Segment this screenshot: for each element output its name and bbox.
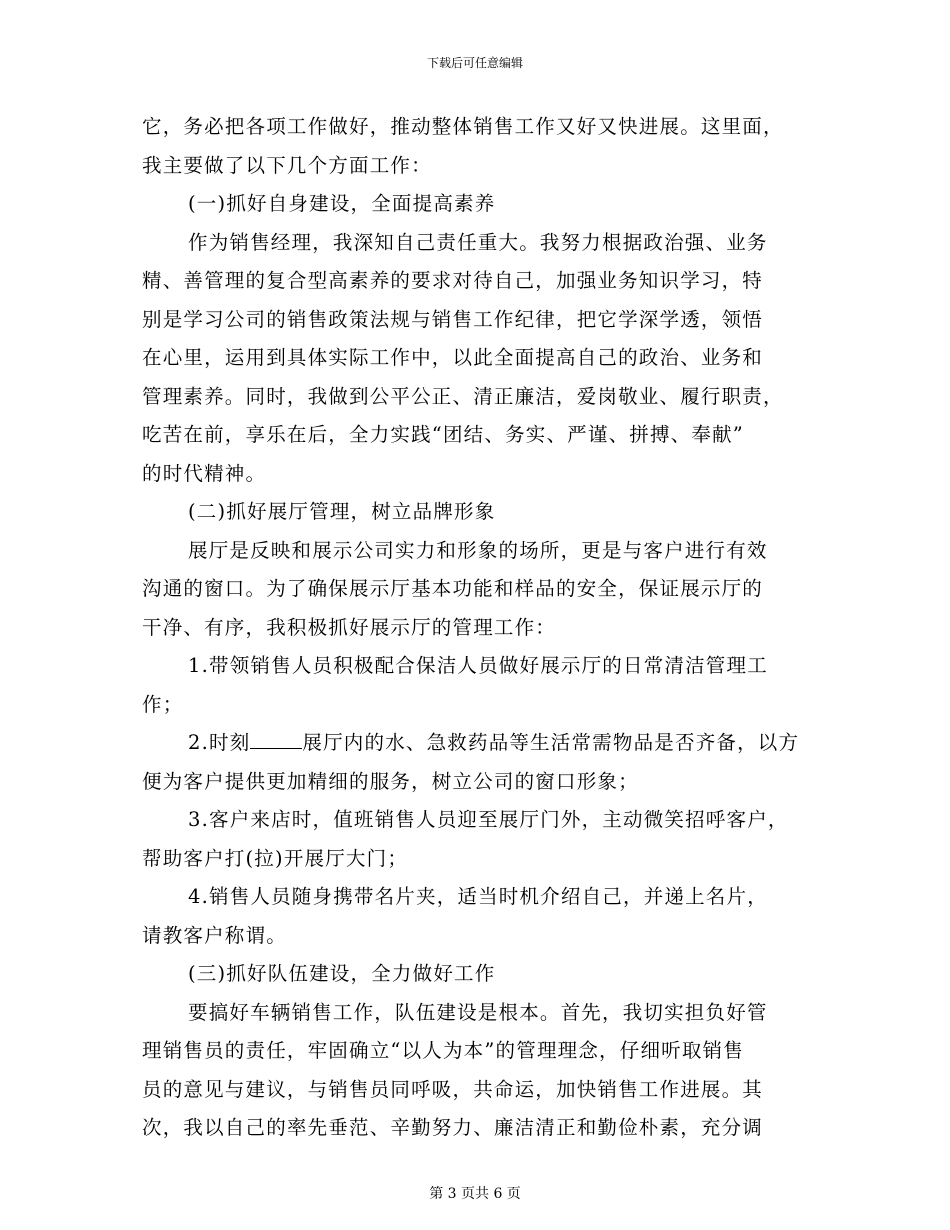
document-body xyxy=(142,108,808,1148)
page-header: 下载后可任意编辑 xyxy=(426,56,523,70)
text-line xyxy=(142,917,808,956)
text-line-content: 帮助客户打(拉)开展厅大门； xyxy=(142,846,409,870)
text-line-content: 沟通的窗口。为了确保展示厅基本功能和样品的安全，保证展示厅的 xyxy=(142,577,764,600)
text-line xyxy=(142,840,808,879)
text-line xyxy=(142,1071,808,1110)
text-line-content: 便为客户提供更加精细的服务，树立公司的窗口形象； xyxy=(142,769,639,793)
text-line xyxy=(142,416,808,455)
text-line xyxy=(142,609,808,648)
text-line xyxy=(142,493,808,532)
text-line-content: 的时代精神。 xyxy=(142,461,267,485)
text-line-content: 干净、有序，我积极抓好展示厅的管理工作： xyxy=(142,615,557,639)
text-line xyxy=(142,1032,808,1071)
text-line-content: 次，我以自己的率先垂范、辛勤努力、廉洁清正和勤俭朴素，充分调 xyxy=(142,1116,764,1139)
text-line-content: 我主要做了以下几个方面工作： xyxy=(142,153,432,177)
text-line xyxy=(142,955,808,994)
text-line xyxy=(142,147,808,186)
text-line-content: 理销售员的责任，牢固确立“以人为本”的管理理念，仔细听取销售 xyxy=(142,1039,744,1062)
text-line-content: 请教客户称谓。 xyxy=(142,923,287,947)
text-line xyxy=(142,686,808,725)
text-line-content: 它，务必把各项工作做好，推动整体销售工作又好又快进展。这里面， xyxy=(142,115,784,138)
text-line-content: 展厅内的水、急救药品等生活常需物品是否齐备，以方 xyxy=(302,731,800,754)
page-footer: 第 3 页共 6 页 xyxy=(429,1186,521,1202)
text-line xyxy=(142,262,808,301)
text-line-content: 作； xyxy=(142,692,184,716)
text-line xyxy=(142,570,808,609)
text-line xyxy=(142,878,808,917)
text-line-content: 4.销售人员随身携带名片夹，适当时机介绍自己，并递上名片， xyxy=(188,885,768,908)
text-line-content: (一)抓好自身建设，全面提高素养 xyxy=(188,192,496,215)
text-line xyxy=(142,724,808,763)
text-line xyxy=(142,763,808,802)
text-line-content: (二)抓好展厅管理，树立品牌形象 xyxy=(188,500,496,523)
text-line xyxy=(142,647,808,686)
text-line-content: 1.带领销售人员积极配合保洁人员做好展示厅的日常清洁管理工 xyxy=(188,654,768,677)
text-line-content: 3.客户来店时，值班销售人员迎至展厅门外，主动微笑招呼客户， xyxy=(188,808,789,831)
text-line xyxy=(142,224,808,263)
text-line-content: (三)抓好队伍建设，全力做好工作 xyxy=(188,962,496,985)
fill-in-blank xyxy=(250,726,302,749)
text-line-content: 在心里，运用到具体实际工作中，以此全面提高自己的政治、业务和 xyxy=(142,346,764,369)
text-line xyxy=(142,108,808,147)
text-line xyxy=(142,301,808,340)
text-line-content: 作为销售经理，我深知自己责任重大。我努力根据政治强、业务 xyxy=(188,230,768,254)
text-line xyxy=(142,185,808,224)
text-line-content: 别是学习公司的销售政策法规与销售工作纪律，把它学深学透，领悟 xyxy=(142,307,764,331)
text-line xyxy=(142,1109,808,1148)
text-line-content: 要搞好车辆销售工作，队伍建设是根本。首先，我切实担负好管 xyxy=(188,1000,768,1024)
text-line-content: 2.时刻 xyxy=(188,731,251,754)
text-line-content: 员的意见与建议，与销售员同呼吸，共命运，加快销售工作进展。其 xyxy=(142,1077,764,1101)
text-line xyxy=(142,455,808,494)
text-line-content: 展厅是反映和展示公司实力和形象的场所，更是与客户进行有效 xyxy=(188,538,768,562)
text-line xyxy=(142,532,808,571)
text-line-content: 吃苦在前，享乐在后，全力实践“团结、务实、严谨、拼搏、奉献” xyxy=(142,423,744,446)
text-line xyxy=(142,339,808,378)
text-line xyxy=(142,801,808,840)
text-line xyxy=(142,378,808,417)
text-line-content: 管理素养。同时，我做到公平公正、清正廉洁，爱岗敬业、履行职责， xyxy=(142,384,784,408)
text-line xyxy=(142,994,808,1033)
text-line-content: 精、善管理的复合型高素养的要求对待自己，加强业务知识学习，特 xyxy=(142,269,764,292)
